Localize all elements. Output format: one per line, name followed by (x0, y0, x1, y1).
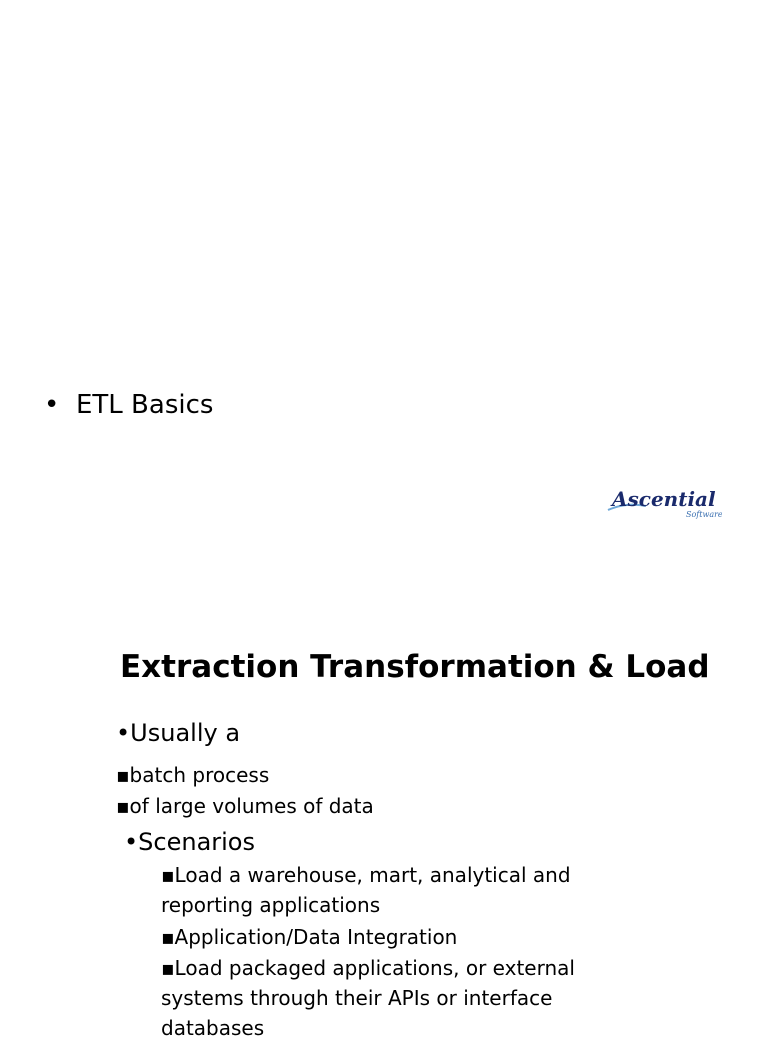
ascential-logo (606, 484, 722, 520)
list-item-app-integration: ▪Application/Data Integration (161, 925, 458, 949)
svg-text:Ascential: Ascential (612, 487, 716, 511)
bullet-text: ETL Basics (76, 390, 214, 420)
bullet-etl-basics (44, 388, 213, 422)
svg-text:Software: Software (686, 510, 722, 519)
list-item-usually: •Usually a (116, 719, 241, 747)
bullet-marker: • (44, 390, 60, 420)
list-item-scenarios: •Scenarios (124, 828, 255, 856)
list-item-load-packaged: ▪Load packaged applications, or external systems through their APIs or interface databases (161, 956, 575, 1040)
list-item-load-warehouse: ▪Load a warehouse, mart, analytical and reporting applications (161, 863, 571, 917)
slide-title: Extraction Transformation & Load (120, 649, 710, 685)
list-item-batch: ▪batch process (116, 763, 270, 787)
ascential-logo-graphic (606, 484, 722, 520)
list-item-volumes: ▪of large volumes of data (116, 794, 374, 818)
